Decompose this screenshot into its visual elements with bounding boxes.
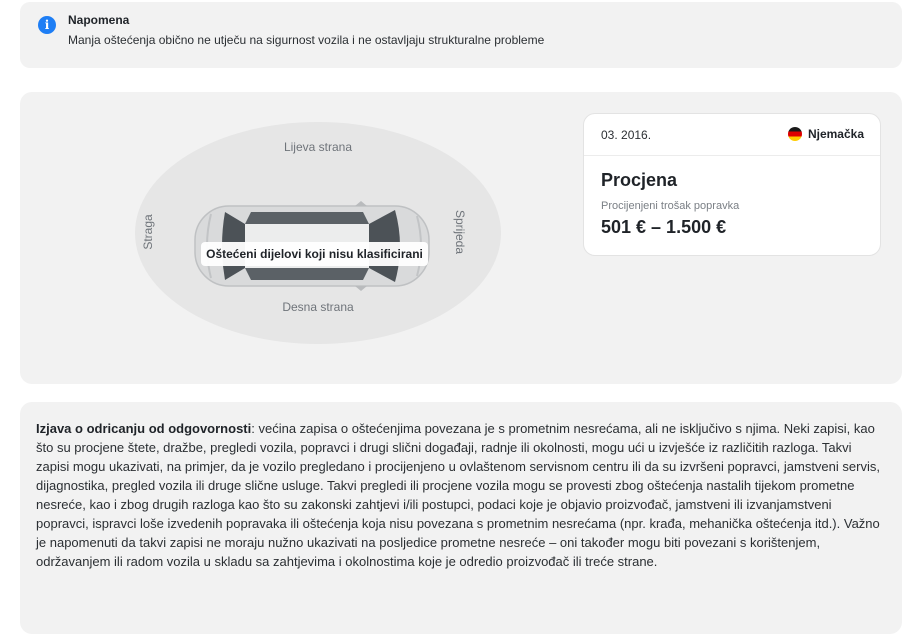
note-text: Manja oštećenja obično ne utječu na sigurnost vozila i ne ostavljaju strukturalne probleme: [68, 33, 545, 47]
estimate-label: Procijenjeni trošak popravka: [601, 200, 740, 212]
info-icon: i: [38, 16, 56, 34]
estimate-card: [583, 113, 881, 256]
disclaimer-box: [20, 402, 902, 634]
germany-flag-icon: [788, 127, 802, 141]
front-label: Sprijeda: [453, 209, 467, 255]
unclassified-damage-label: Oštećeni dijelovi koji nisu klasificirani: [201, 242, 428, 266]
estimate-title: Procjena: [601, 170, 678, 190]
damage-diagram: [133, 120, 503, 346]
disclaimer-text: : većina zapisa o oštećenjima povezana je s prometnim nesrećama, ali ne isključivo s njima. Neki zapisi, kao što su procjene štete, dražbe, pregledi vozila, popravci i drugi slični događaji, radnje ili okolnosti, mogu ući u izvješće iz različitih razloga. Takvi zapisi mogu ukazivati, na primjer, da je vozilo pregledano i procijenjeno u ovlaštenom servisnom centru ili da su izvršeni popravci, jamstveni servis, dijagnostika, pregled vozila ili druge slične usluge. Takvi pregledi ili procjene vozila mogu se provesti zbog oštećenja nastalih tijekom prometne nesreće, kao i zbog drugih razloga kao što su zakonski zahtjevi i/ili postupci, podaci koje je objavio proizvođač, jamstveni ili izvanjamstveni popravci, ispravci loše izvedenih popravaka ili oštećenja koja nisu povezana s prometnim nesrećama (npr. krađa, mehanička oštećenja itd.). Važno je napomenuti da takvi zapisi ne moraju nužno ukazivati na posljedice prometne nesreće – oni također mogu biti povezani s korištenjem, održavanjem ili radom vozila u skladu sa zahtjevima i okolnostima koje je odredio proizvođač ili treće strane.: [36, 421, 880, 569]
note-title: Napomena: [68, 13, 130, 27]
disclaimer-heading: Izjava o odricanju od odgovornosti: [36, 421, 252, 436]
country-badge: [788, 127, 864, 141]
damage-panel: [20, 92, 902, 384]
estimate-value: 501 € – 1.500 €: [601, 217, 727, 237]
note-box: [20, 2, 902, 68]
record-date: 03. 2016.: [601, 128, 652, 142]
left-side-label: Lijeva strana: [283, 140, 353, 154]
right-side-label: Desna strana: [282, 300, 354, 314]
rear-label: Straga: [141, 214, 155, 250]
country-name: Njemačka: [807, 127, 864, 141]
card-divider: [584, 155, 880, 156]
